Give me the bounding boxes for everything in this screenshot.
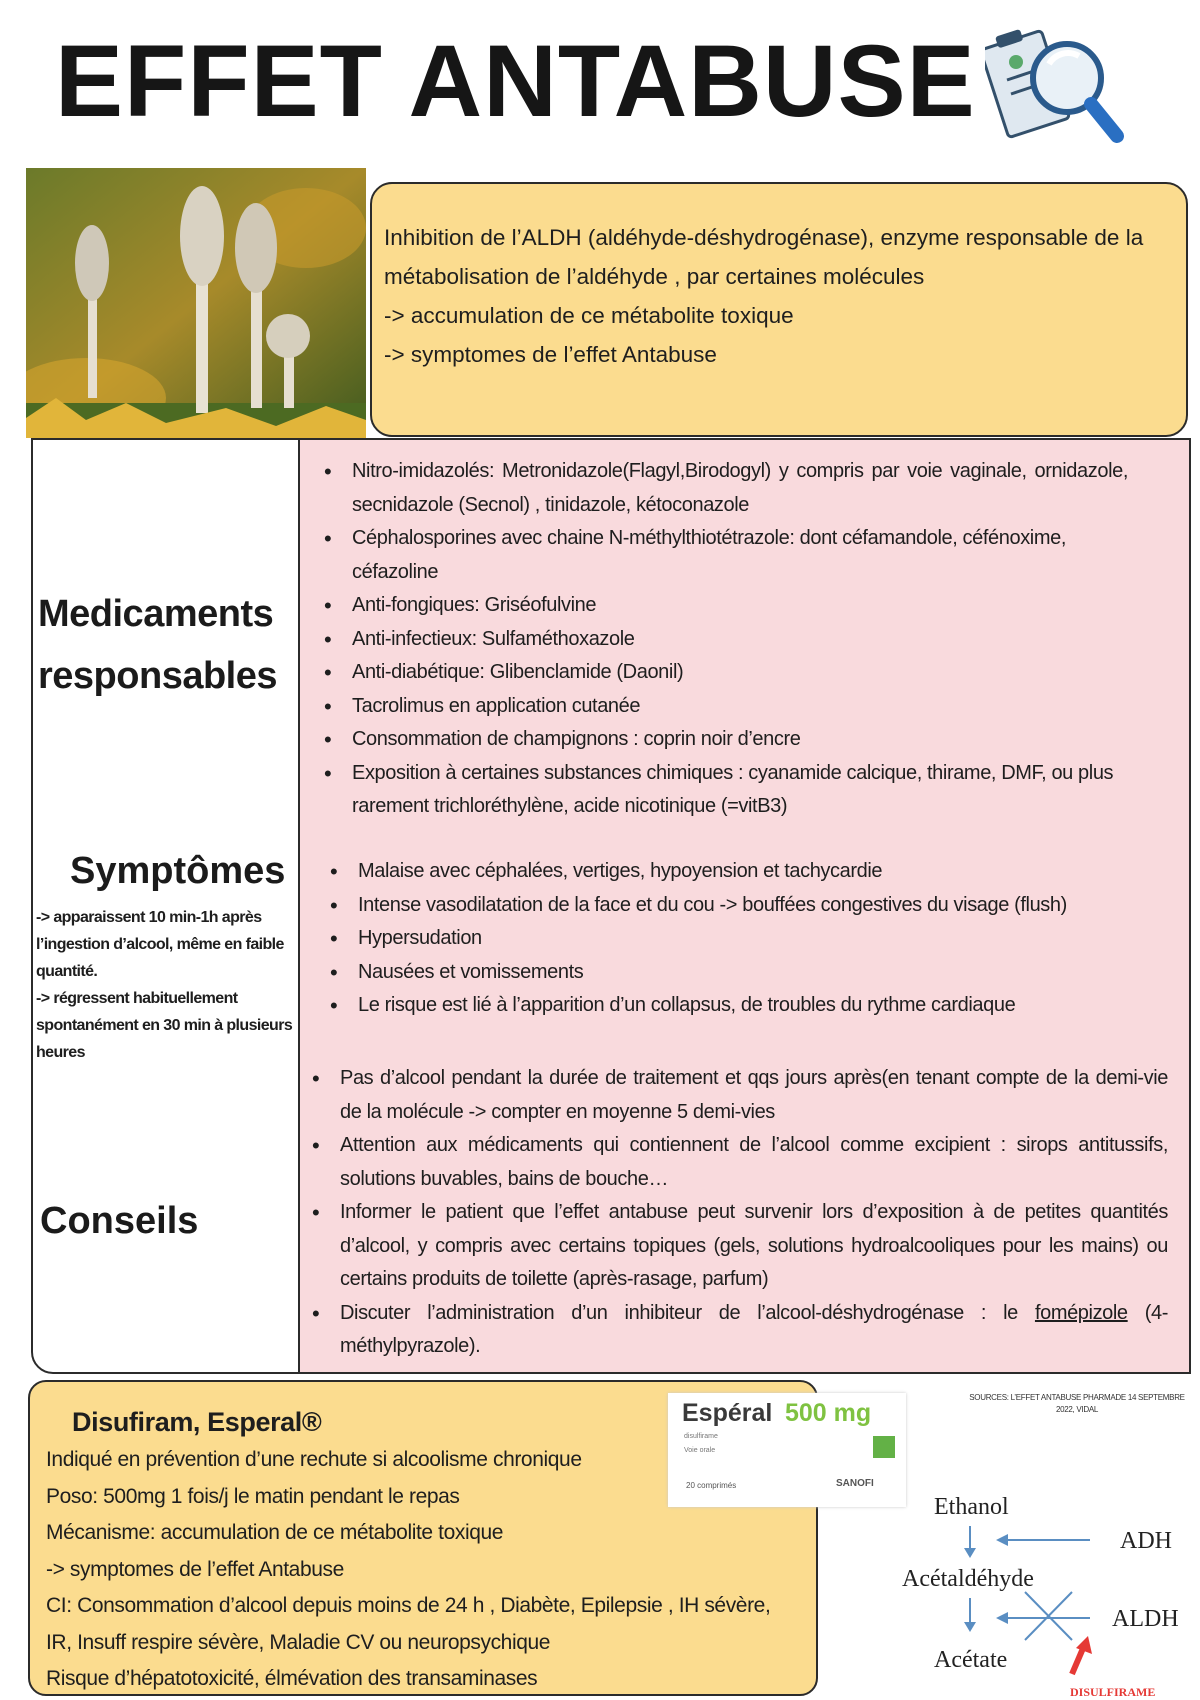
mechanism-line: métabolisation de l’aldéhyde , par certaines molécules (384, 264, 925, 289)
diagram-arrowhead (996, 1612, 1008, 1624)
diagram-acetaldehyde: Acétaldéhyde (902, 1566, 1034, 1592)
symptomes-list (324, 855, 1144, 1023)
diagram-aldh: ALDH (1112, 1606, 1179, 1632)
section-label-line: responsables (38, 655, 277, 697)
disulfiram-line: Indiqué en prévention d’une rechute si alcoolisme chronique (46, 1448, 582, 1471)
disulfiram-line: CI: Consommation d’alcool depuis moins de 24 h , Diabète, Epilepsie , IH sévère, (46, 1594, 771, 1617)
diagram-arrowhead (996, 1534, 1008, 1546)
esperal-name: Espéral (682, 1399, 773, 1427)
list-item: • Nausées et vomissements (324, 956, 1144, 990)
list-item: • Informer le patient que l’effet antabuse peut survenir lors d’exposition à de petites quantités d’alcool, y compris avec certains topiques (gels, solutions hydroalcooliques pour les mains) ou certains produits de toilette (après-rasage, parfum) (306, 1196, 1168, 1297)
list-item: • Nitro-imidazolés: Metronidazole(Flagyl,Birodogyl) y compris par voie vaginale, ornidazole, secnidazole (Secnol) , tinidazole, kétoconazole (318, 455, 1128, 522)
coprin-mushroom-photo (26, 168, 366, 438)
diagram-ethanol: Ethanol (934, 1494, 1009, 1520)
diagram-arrowhead (964, 1548, 976, 1558)
disulfiram-title: Disufiram, Esperal® (72, 1407, 322, 1437)
mechanism-line: -> symptomes de l’effet Antabuse (384, 342, 717, 367)
list-item: • Attention aux médicaments qui contiennent de l’alcool comme excipient : sirops antitussifs, solutions buvables, bains de bouche… (306, 1129, 1168, 1196)
mechanism-line: -> accumulation de ce métabolite toxique (384, 303, 794, 328)
mechanism-line: Inhibition de l’ALDH (aldéhyde-déshydrogénase), enzyme responsable de la (384, 225, 1144, 250)
list-item-text: Discuter l’administration d’un inhibiteur de l’alcool-déshydrogénase : le (340, 1301, 1035, 1324)
list-item: • Intense vasodilatation de la face et du cou -> bouffées congestives du visage (flush) (324, 889, 1144, 923)
section-label-medicaments (38, 583, 277, 707)
disulfiram-line: Poso: 500mg 1 fois/j le matin pendant le repas (46, 1484, 460, 1508)
list-item: • Exposition à certaines substances chimiques : cyanamide calcique, thirame, DMF, ou plus rarement trichloréthylène, acide nicotinique (=vitB3) (318, 757, 1128, 824)
list-item: • Tacrolimus en application cutanée (318, 690, 1128, 724)
symptomes-note-line: -> apparaissent 10 min-1h après l’ingestion d’alcool, même en faible quantité. (36, 909, 284, 980)
section-label-symptomes: Symptômes (70, 850, 286, 892)
diagram-arrowhead (964, 1622, 976, 1632)
diagram-acetate: Acétate (934, 1647, 1008, 1673)
list-item: • Hypersudation (324, 922, 1144, 956)
table-divider (298, 440, 300, 1372)
esperal-package-image (668, 1393, 906, 1507)
esperal-subtext: disulfirame (684, 1433, 718, 1440)
esperal-count: 20 comprimés (686, 1481, 737, 1490)
section-label-line: Medicaments (38, 593, 274, 635)
metabolism-diagram (890, 1480, 1190, 1700)
list-item (306, 1297, 1168, 1364)
fomepizole-link[interactable]: fomépizole (1034, 1301, 1128, 1324)
page-title: EFFET ANTABUSE (55, 24, 976, 138)
section-label-conseils: Conseils (40, 1200, 199, 1242)
list-item: • Malaise avec céphalées, vertiges, hypoyension et tachycardie (324, 855, 1144, 889)
disulfiram-line: -> symptomes de l’effet Antabuse (46, 1557, 344, 1581)
symptomes-note-line: -> régressent habituellement spontanément en 30 min à plusieurs heures (36, 990, 293, 1061)
list-item-text: (4-méthylpyrazole). (340, 1301, 1168, 1357)
list-item: • Anti-infectieux: Sulfaméthoxazole (318, 623, 1128, 657)
mechanism-box (370, 182, 1188, 437)
symptomes-note (36, 904, 298, 1066)
disulfiram-line: Risque d’hépatotoxicité, élmévation des transaminases (46, 1667, 538, 1690)
list-item: • Anti-diabétique: Glibenclamide (Daonil) (318, 656, 1128, 690)
list-item: • Le risque est lié à l’apparition d’un collapsus, de troubles du rythme cardiaque (324, 989, 1144, 1023)
disulfiram-line: Mécanisme: accumulation de ce métabolite toxique (46, 1521, 504, 1544)
disulfiram-line: IR, Insuff respire sévère, Maladie CV ou neuropsychique (46, 1630, 551, 1654)
list-item: • Anti-fongiques: Griséofulvine (318, 589, 1128, 623)
list-item: • Céphalosporines avec chaine N-méthylthiotétrazole: dont céfamandole, céfénoxime, céfazoline (318, 522, 1128, 589)
conseils-list (306, 1062, 1168, 1364)
esperal-dose: 500 mg (785, 1399, 872, 1427)
clipboard-magnifier-icon (985, 20, 1135, 155)
esperal-subtext: Voie orale (684, 1447, 716, 1454)
esperal-maker: SANOFI (836, 1478, 874, 1489)
list-item: • Pas d’alcool pendant la durée de traitement et qqs jours après(en tenant compte de la demi-vie de la molécule -> compter en moyenne 5 demi-vies (306, 1062, 1168, 1129)
sources-note: SOURCES: L’EFFET ANTABUSE PHARMADE 14 SEPTEMBRE 2022, VIDAL (969, 1393, 1185, 1414)
diagram-disulfirame: DISULFIRAME (1070, 1685, 1156, 1699)
list-item: • Consommation de champignons : coprin noir d’encre (318, 723, 1128, 757)
esperal-logo-square (873, 1436, 895, 1458)
diagram-adh: ADH (1120, 1528, 1172, 1554)
medicaments-list (318, 455, 1128, 824)
